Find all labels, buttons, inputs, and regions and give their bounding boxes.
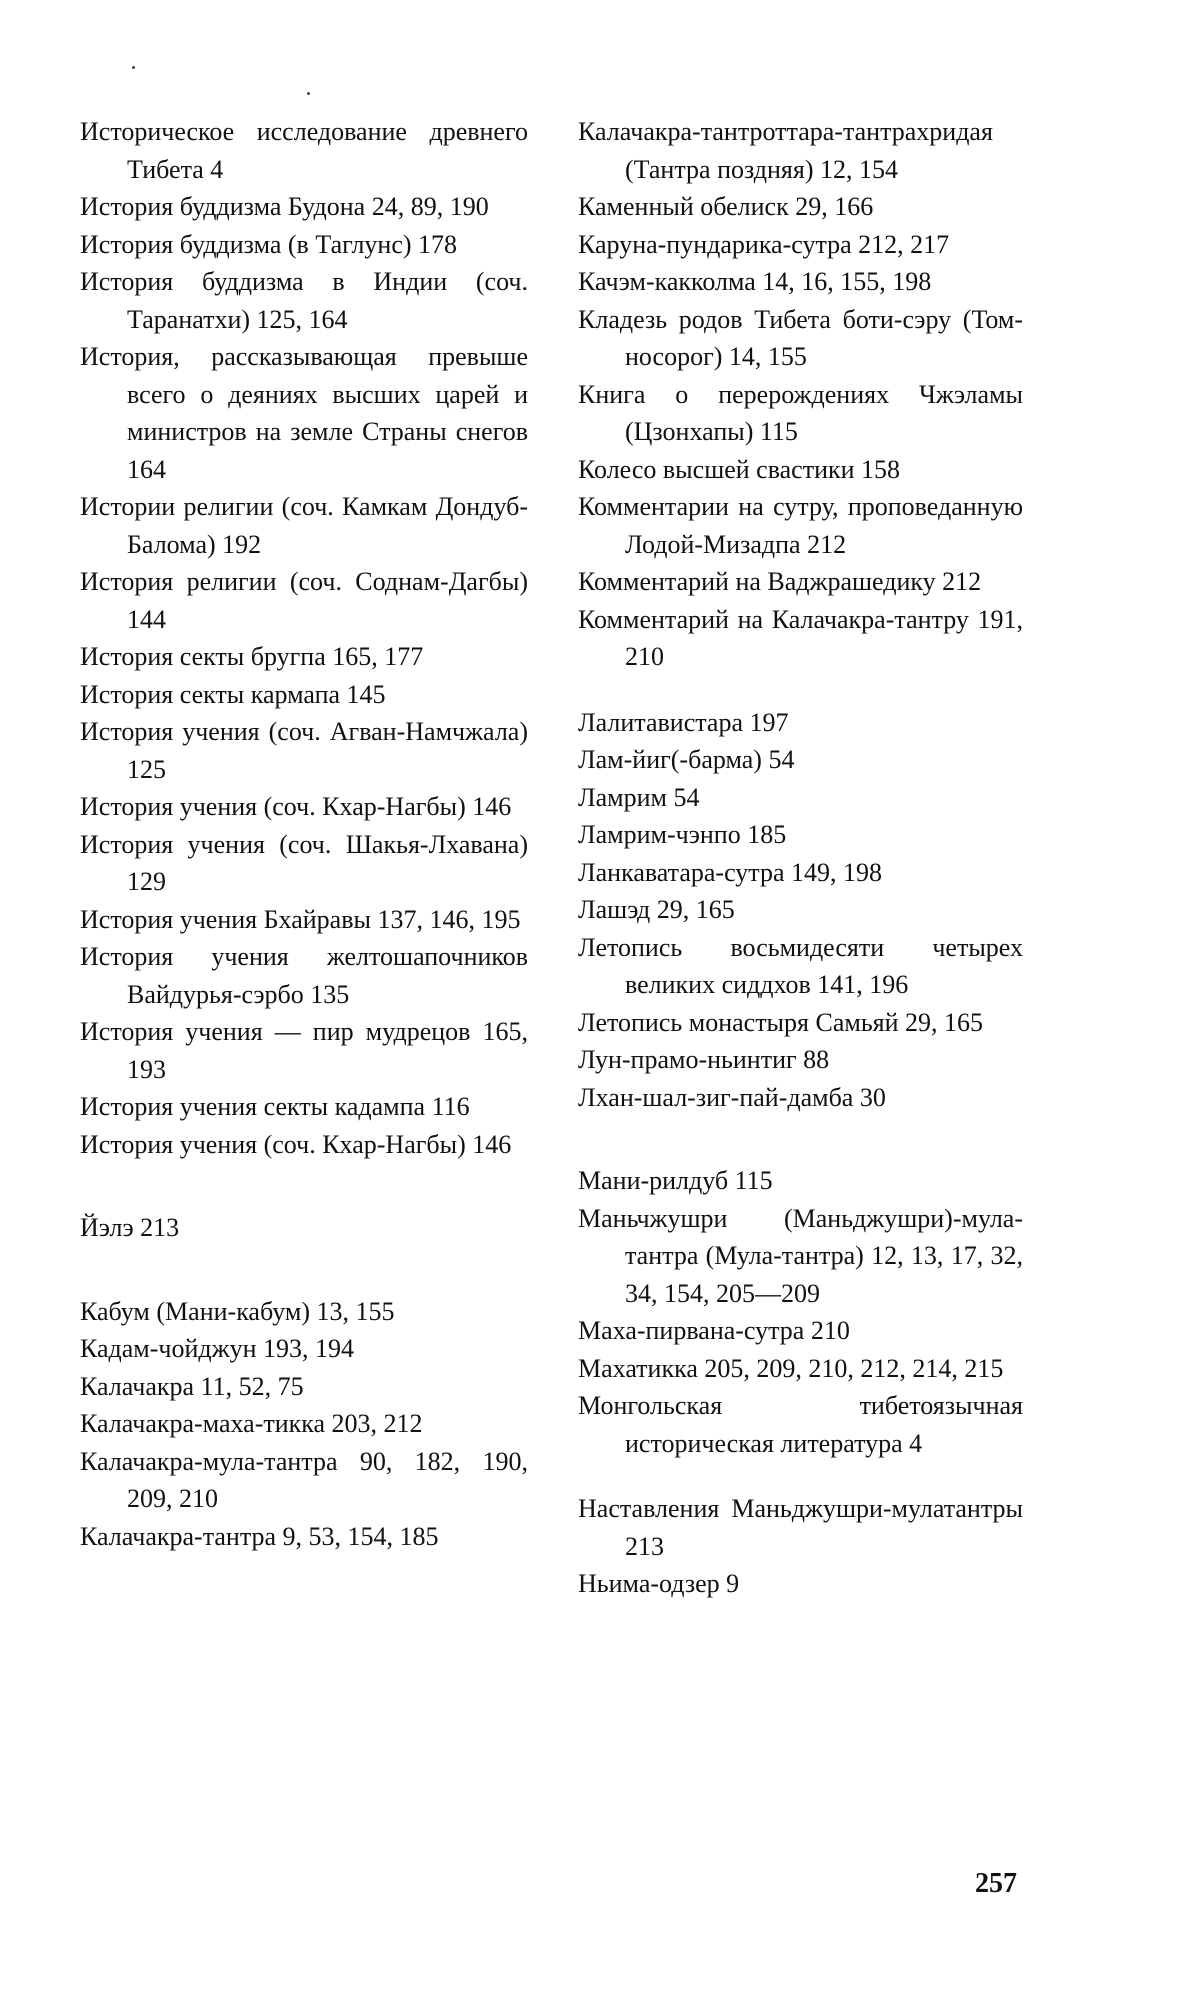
index-entry: Каруна-пундарика-сутра 212, 217: [578, 229, 950, 259]
index-entry: История, рассказывающая превыше всего о деяниях высших царей и министров на земле Страны снегов 164: [80, 342, 528, 484]
scan-speck: [132, 66, 135, 69]
index-entry: История религии (соч. Соднам-Дагбы) 144: [80, 567, 528, 634]
index-group: [80, 1209, 528, 1247]
index-entry: Наставления Маньджушри-мулатантры 213: [578, 1494, 1023, 1561]
index-entry: Истории религии (соч. Камкам Дондуб-Балома) 192: [80, 492, 528, 559]
index-entry: Йэлэ 213: [80, 1213, 180, 1242]
index-entry: Комментарии на сутру, проповеданную Лодой-Мизадпа 212: [578, 492, 1023, 559]
index-entry: Калачакра-мула-тантра 90, 182, 190, 209, 210: [80, 1446, 528, 1513]
index-entry: Кабум (Мани-кабум) 13, 155: [80, 1296, 395, 1326]
index-entry: История учения (соч. Кхар-Нагбы) 146: [80, 1129, 512, 1159]
index-entry: Комментарий на Калачакра-тантру 191, 210: [578, 604, 1023, 671]
index-entry: Калачакра-маха-тикка 203, 212: [80, 1409, 423, 1438]
index-entry: Лхан-шал-зиг-пай-дамба 30: [578, 1082, 886, 1112]
index-entry: Кладезь родов Тибета боти-сэру (Том-носорог) 14, 155: [578, 304, 1023, 371]
index-group: [80, 1293, 528, 1556]
index-entry: Колесо высшей свастики 158: [578, 454, 901, 484]
index-entry: Историческое исследование древнего Тибета 4: [80, 117, 528, 184]
index-entry: Монгольская тибетоязычная историческая литература 4: [578, 1391, 1023, 1458]
index-entry: Кадам-чойджун 193, 194: [80, 1334, 355, 1363]
group-spacer: [578, 1462, 1023, 1490]
index-entry: Лам-йиг(-барма) 54: [578, 745, 795, 774]
index-entry: История буддизма (в Таглунс) 178: [80, 229, 458, 259]
index-entry: История учения желтошапочников Вайдурья-сэрбо 135: [80, 942, 528, 1009]
index-entry: Маньчжушри (Маньджушри)-мула-тантра (Мула-тантра) 12, 13, 17, 32, 34, 154, 205—209: [578, 1203, 1023, 1308]
index-entry: История буддизма Будона 24, 89, 190: [80, 192, 489, 221]
index-entry: История буддизма в Индии (соч. Таранатхи) 125, 164: [80, 267, 528, 334]
index-entry: Калачакра-тантра 9, 53, 154, 185: [80, 1521, 439, 1551]
index-entry: Летопись монастыря Самьяй 29, 165: [578, 1007, 984, 1037]
index-group: [80, 113, 528, 1163]
index-entry: Ламрим 54: [578, 782, 700, 812]
group-spacer: [80, 1247, 528, 1293]
index-entry: История секты кармапа 145: [80, 679, 386, 709]
index-entry: Калачакра 11, 52, 75: [80, 1371, 304, 1401]
index-entry: Лашэд 29, 165: [578, 895, 735, 924]
index-column-right: [578, 113, 1023, 1603]
index-entry: История учения секты кадампа 116: [80, 1092, 470, 1121]
index-group: [578, 704, 1023, 1117]
index-entry: Летопись восьмидесяти четырех великих сиддхов 141, 196: [578, 932, 1023, 999]
index-entry: Качэм-какколма 14, 16, 155, 198: [578, 267, 932, 296]
index-entry: История секты бругпа 165, 177: [80, 642, 424, 671]
index-group: [578, 1490, 1023, 1603]
index-entry: Каменный обелиск 29, 166: [578, 192, 874, 221]
index-entry: История учения (соч. Кхар-Нагбы) 146: [80, 792, 512, 821]
index-entry: Ланкаватара-сутра 149, 198: [578, 857, 883, 887]
index-entry: Лун-прамо-ньинтиг 88: [578, 1045, 830, 1074]
index-entry: Лалитавистара 197: [578, 707, 789, 737]
index-group: [578, 1162, 1023, 1462]
index-entry: Книга о перерождениях Чжэламы (Цзонхапы) 115: [578, 379, 1023, 446]
group-spacer: [578, 1116, 1023, 1162]
index-entry: История учения — пир мудрецов 165, 193: [80, 1017, 528, 1084]
index-entry: История учения Бхайравы 137, 146, 195: [80, 904, 521, 934]
index-entry: Калачакра-тантроттара-тантрахридая (Тантра поздняя) 12, 154: [578, 117, 993, 184]
index-entry: Ньима-одзер 9: [578, 1569, 740, 1598]
scan-speck: [307, 92, 310, 95]
index-entry: История учения (соч. Шакья-Лхавана) 129: [80, 829, 528, 896]
page-number: 257: [975, 1868, 1017, 1899]
index-entry: Маха-пирвана-сутра 210: [578, 1316, 850, 1345]
index-column-left: [80, 113, 528, 1555]
index-entry: Ламрим-чэнпо 185: [578, 820, 787, 849]
group-spacer: [80, 1163, 528, 1209]
index-entry: Мани-рилдуб 115: [578, 1166, 773, 1195]
index-group: [578, 113, 1023, 676]
index-entry: Комментарий на Ваджрашедику 212: [578, 567, 982, 596]
index-entry: Махатикка 205, 209, 210, 212, 214, 215: [578, 1353, 1004, 1383]
index-entry: История учения (соч. Агван-Намчжала) 125: [80, 717, 528, 784]
group-spacer: [578, 676, 1023, 704]
